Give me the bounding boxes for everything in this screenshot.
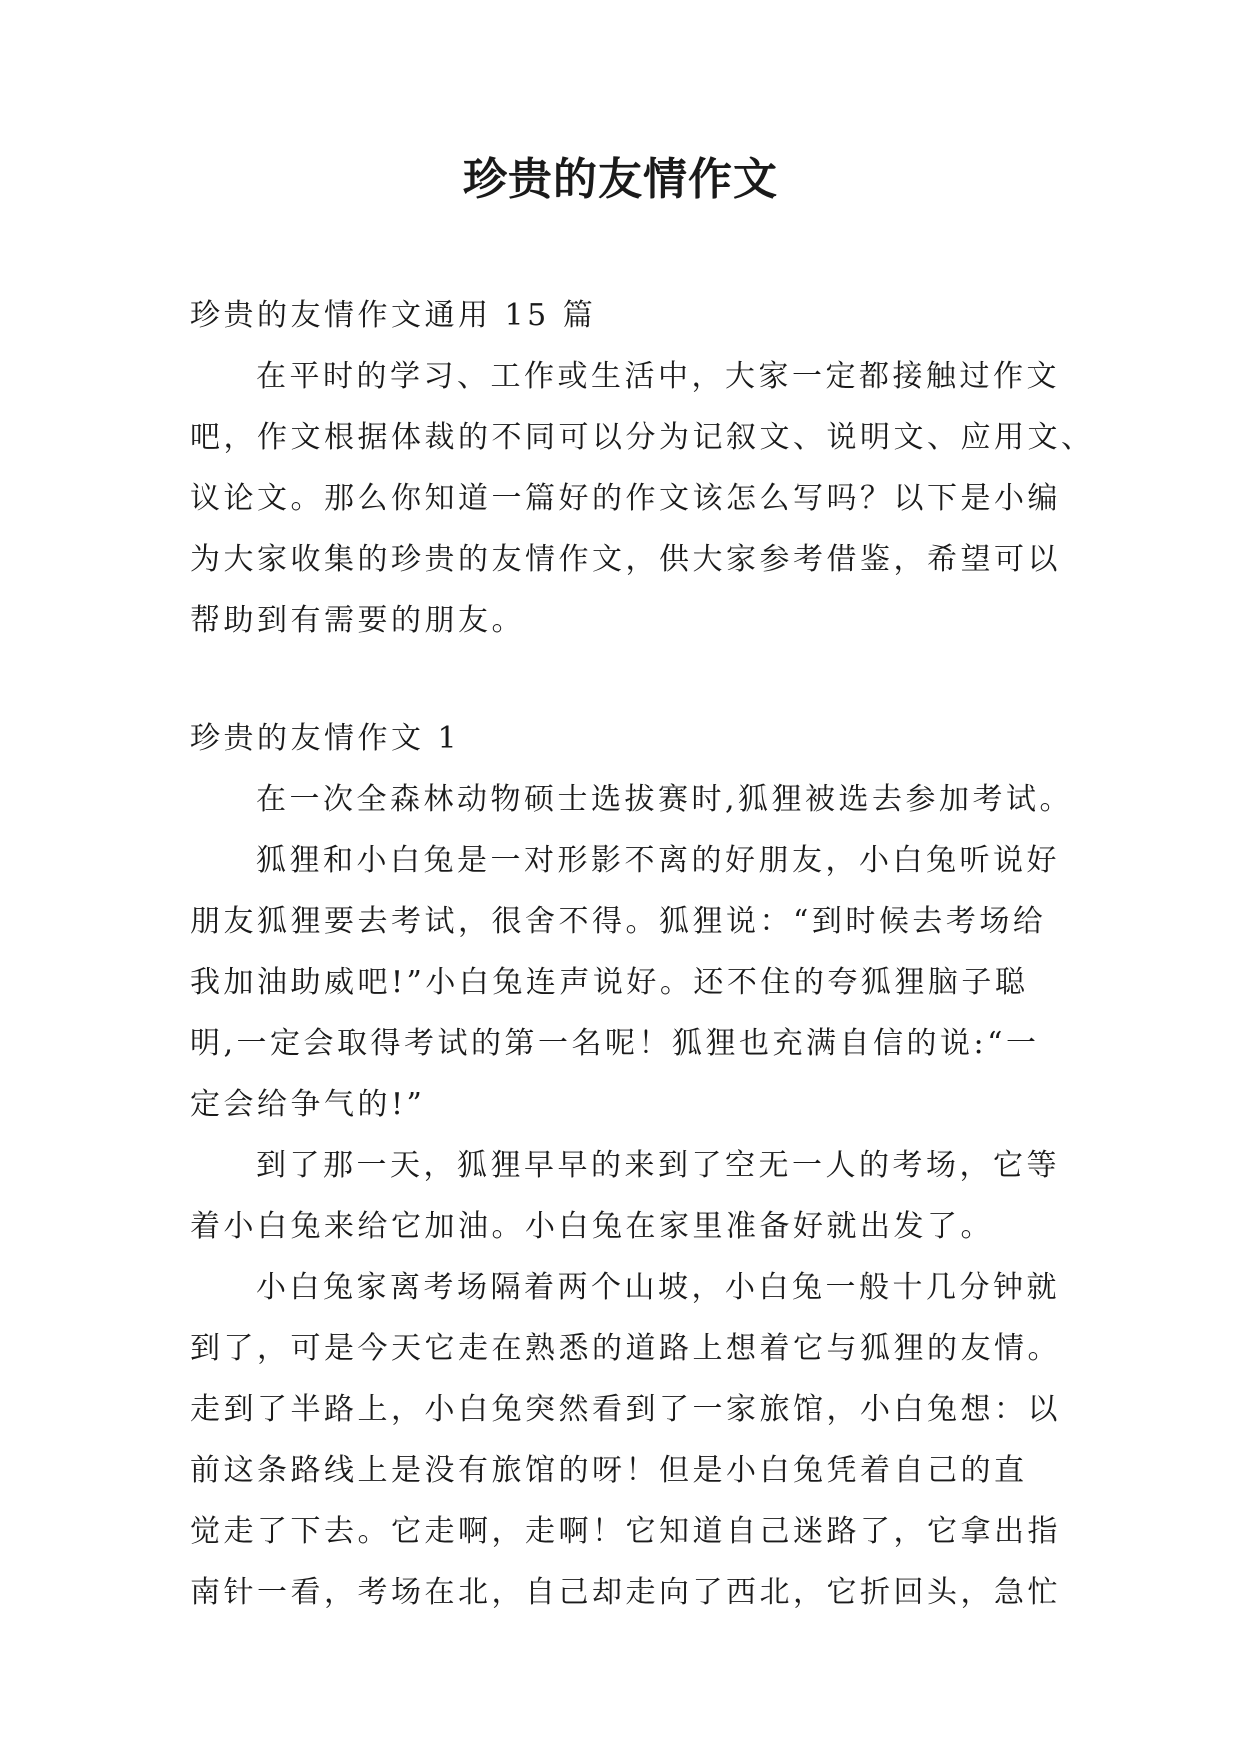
paragraph-line: 南针一看，考场在北，自己却走向了西北，它折回头，急忙 xyxy=(190,1575,1061,1610)
section1-paragraph-4 xyxy=(190,1257,1065,1623)
subtitle: 珍贵的友情作文通用 15 篇 xyxy=(190,298,597,333)
section-gap xyxy=(190,651,1065,708)
document-body xyxy=(190,285,1095,1623)
intro-paragraph xyxy=(190,346,1095,651)
section1-paragraph-1 xyxy=(190,769,1074,830)
paragraph-line: 到了，可是今天它走在熟悉的道路上想着它与狐狸的友情。 xyxy=(190,1331,1061,1366)
document-title: 珍贵的友情作文 xyxy=(463,154,778,205)
paragraph-line: 前这条路线上是没有旅馆的呀！但是小白兔凭着自己的直 xyxy=(190,1453,1028,1488)
paragraph-line: 定会给争气的!” xyxy=(190,1087,426,1122)
paragraph-line: 吧，作文根据体裁的不同可以分为记叙文、说明文、应用文、 xyxy=(190,420,1095,455)
paragraph-line: 朋友狐狸要去考试，很舍不得。狐狸说：“到时候去考场给 xyxy=(190,904,1047,939)
paragraph-line: 在一次全森林动物硕士选拔赛时,狐狸被选去参加考试。 xyxy=(256,782,1074,817)
paragraph-line: 小白兔家离考场隔着两个山坡，小白兔一般十几分钟就 xyxy=(256,1270,1060,1305)
paragraph-line: 明,一定会取得考试的第一名呢！狐狸也充满自信的说:“一 xyxy=(190,1026,1040,1061)
section1-paragraph-2 xyxy=(190,830,1065,1135)
section1-paragraph-3 xyxy=(190,1135,1065,1257)
paragraph-line: 帮助到有需要的朋友。 xyxy=(190,603,525,638)
section-heading: 珍贵的友情作文 1 xyxy=(190,721,461,756)
paragraph-line: 为大家收集的珍贵的友情作文，供大家参考借鉴，希望可以 xyxy=(190,542,1061,577)
paragraph-line: 到了那一天，狐狸早早的来到了空无一人的考场，它等 xyxy=(256,1148,1060,1183)
paragraph-line: 走到了半路上，小白兔突然看到了一家旅馆，小白兔想：以 xyxy=(190,1392,1061,1427)
paragraph-line: 狐狸和小白兔是一对形影不离的好朋友，小白兔听说好 xyxy=(256,843,1060,878)
paragraph-line: 在平时的学习、工作或生活中，大家一定都接触过作文 xyxy=(256,359,1060,394)
paragraph-line: 觉走了下去。它走啊，走啊！它知道自己迷路了，它拿出指 xyxy=(190,1514,1061,1549)
paragraph-line: 议论文。那么你知道一篇好的作文该怎么写吗？以下是小编 xyxy=(190,481,1061,516)
paragraph-line: 我加油助威吧!”小白兔连声说好。还不住的夸狐狸脑子聪 xyxy=(190,965,1029,1000)
paragraph-line: 着小白兔来给它加油。小白兔在家里准备好就出发了。 xyxy=(190,1209,994,1244)
